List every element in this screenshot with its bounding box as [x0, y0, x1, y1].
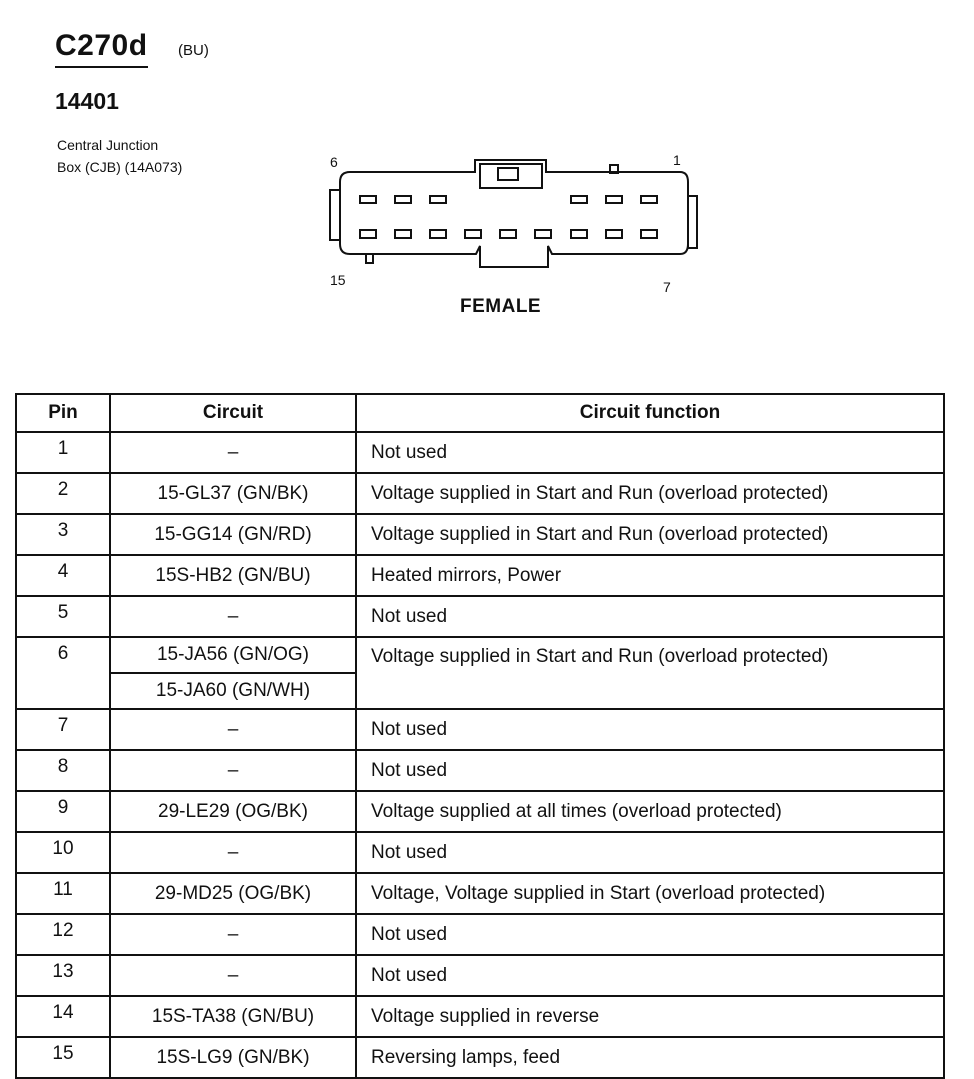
header-circuit: Circuit [110, 394, 356, 432]
pin-cell: 7 [16, 709, 110, 750]
pin-cell: 1 [16, 432, 110, 473]
circuit-cell: 29-MD25 (OG/BK) [110, 873, 356, 914]
connector-gender-label: FEMALE [460, 296, 542, 317]
table-row [16, 955, 944, 996]
circuit-cell: 29-LE29 (OG/BK) [110, 791, 356, 832]
pinout-table [15, 393, 945, 1079]
cavity-9 [571, 230, 587, 238]
pin-cell: 3 [16, 514, 110, 555]
connector-body-outline [340, 160, 688, 267]
table-row [16, 750, 944, 791]
cavity-6 [360, 196, 376, 203]
function-cell: Not used [356, 596, 944, 637]
function-cell: Not used [356, 709, 944, 750]
cavity-8 [606, 230, 622, 238]
connector-right-tab [688, 196, 697, 248]
circuit-cell: – [110, 750, 356, 791]
function-cell: Not used [356, 432, 944, 473]
connector-id: C270d [55, 28, 148, 68]
pin-cell: 14 [16, 996, 110, 1037]
header-pin: Pin [16, 394, 110, 432]
circuit-cell-secondary: 15-JA60 (GN/WH) [110, 673, 356, 709]
pin-cell: 9 [16, 791, 110, 832]
circuit-cell: 15S-HB2 (GN/BU) [110, 555, 356, 596]
function-cell: Voltage supplied in Start and Run (overload protected) [356, 473, 944, 514]
cavity-4 [430, 196, 446, 203]
cavity-5 [395, 196, 411, 203]
circuit-cell: 15S-TA38 (GN/BU) [110, 996, 356, 1037]
function-cell: Not used [356, 750, 944, 791]
connector-description [57, 134, 182, 178]
table-row [16, 637, 944, 673]
cavity-10 [535, 230, 551, 238]
table-row [16, 914, 944, 955]
cavity-7 [641, 230, 657, 238]
table-row [16, 873, 944, 914]
function-cell: Not used [356, 955, 944, 996]
pin-cell: 4 [16, 555, 110, 596]
pin-cell: 8 [16, 750, 110, 791]
function-cell: Voltage supplied in Start and Run (overload protected) [356, 637, 944, 709]
connector-face-diagram [320, 150, 700, 280]
function-cell: Reversing lamps, feed [356, 1037, 944, 1078]
circuit-cell: – [110, 709, 356, 750]
pin-cell: 10 [16, 832, 110, 873]
table-row [16, 473, 944, 514]
function-cell: Voltage supplied at all times (overload protected) [356, 791, 944, 832]
circuit-cell: 15-JA56 (GN/OG) [110, 637, 356, 673]
pin-label-bottom-right: 7 [663, 279, 671, 295]
table-row [16, 596, 944, 637]
pin-cell: 2 [16, 473, 110, 514]
function-cell: Voltage supplied in Start and Run (overload protected) [356, 514, 944, 555]
connector-color-code: (BU) [178, 42, 209, 59]
pin-cell: 12 [16, 914, 110, 955]
cavity-3 [571, 196, 587, 203]
circuit-cell: 15-GG14 (GN/RD) [110, 514, 356, 555]
pin-cell: 5 [16, 596, 110, 637]
function-cell: Not used [356, 914, 944, 955]
circuit-cell: – [110, 914, 356, 955]
cavity-1 [641, 196, 657, 203]
cavity-14 [395, 230, 411, 238]
circuit-cell: – [110, 432, 356, 473]
connector-latch-tab [498, 168, 518, 180]
description-line-2: Box (CJB) (14A073) [57, 159, 183, 175]
table-row [16, 709, 944, 750]
pin-label-bottom-left: 15 [330, 272, 346, 288]
pin-cell: 6 [16, 637, 110, 709]
pin-label-top-left: 6 [330, 154, 338, 170]
pin-cell: 13 [16, 955, 110, 996]
function-cell: Voltage supplied in reverse [356, 996, 944, 1037]
table-row [16, 791, 944, 832]
table-row [16, 555, 944, 596]
circuit-cell: – [110, 955, 356, 996]
circuit-cell: 15-GL37 (GN/BK) [110, 473, 356, 514]
table-row [16, 514, 944, 555]
circuit-cell: – [110, 596, 356, 637]
circuit-cell: – [110, 832, 356, 873]
cavity-2 [606, 196, 622, 203]
cavity-11 [500, 230, 516, 238]
table-row [16, 432, 944, 473]
cavity-12 [465, 230, 481, 238]
table-row [16, 832, 944, 873]
pin-label-top-right: 1 [673, 152, 681, 168]
cavity-15 [360, 230, 376, 238]
function-cell: Heated mirrors, Power [356, 555, 944, 596]
function-cell: Voltage, Voltage supplied in Start (overload protected) [356, 873, 944, 914]
cavity-13 [430, 230, 446, 238]
table-row [16, 1037, 944, 1078]
table-header-row [16, 394, 944, 432]
circuit-cell: 15S-LG9 (GN/BK) [110, 1037, 356, 1078]
pin-cell: 11 [16, 873, 110, 914]
description-line-1: Central Junction [57, 137, 159, 153]
part-number: 14401 [55, 88, 119, 114]
pin-cell: 15 [16, 1037, 110, 1078]
connector-left-tab [330, 190, 340, 240]
function-cell: Not used [356, 832, 944, 873]
connector-bottom-key [366, 254, 373, 263]
header-circuit-function: Circuit function [356, 394, 944, 432]
table-row [16, 996, 944, 1037]
